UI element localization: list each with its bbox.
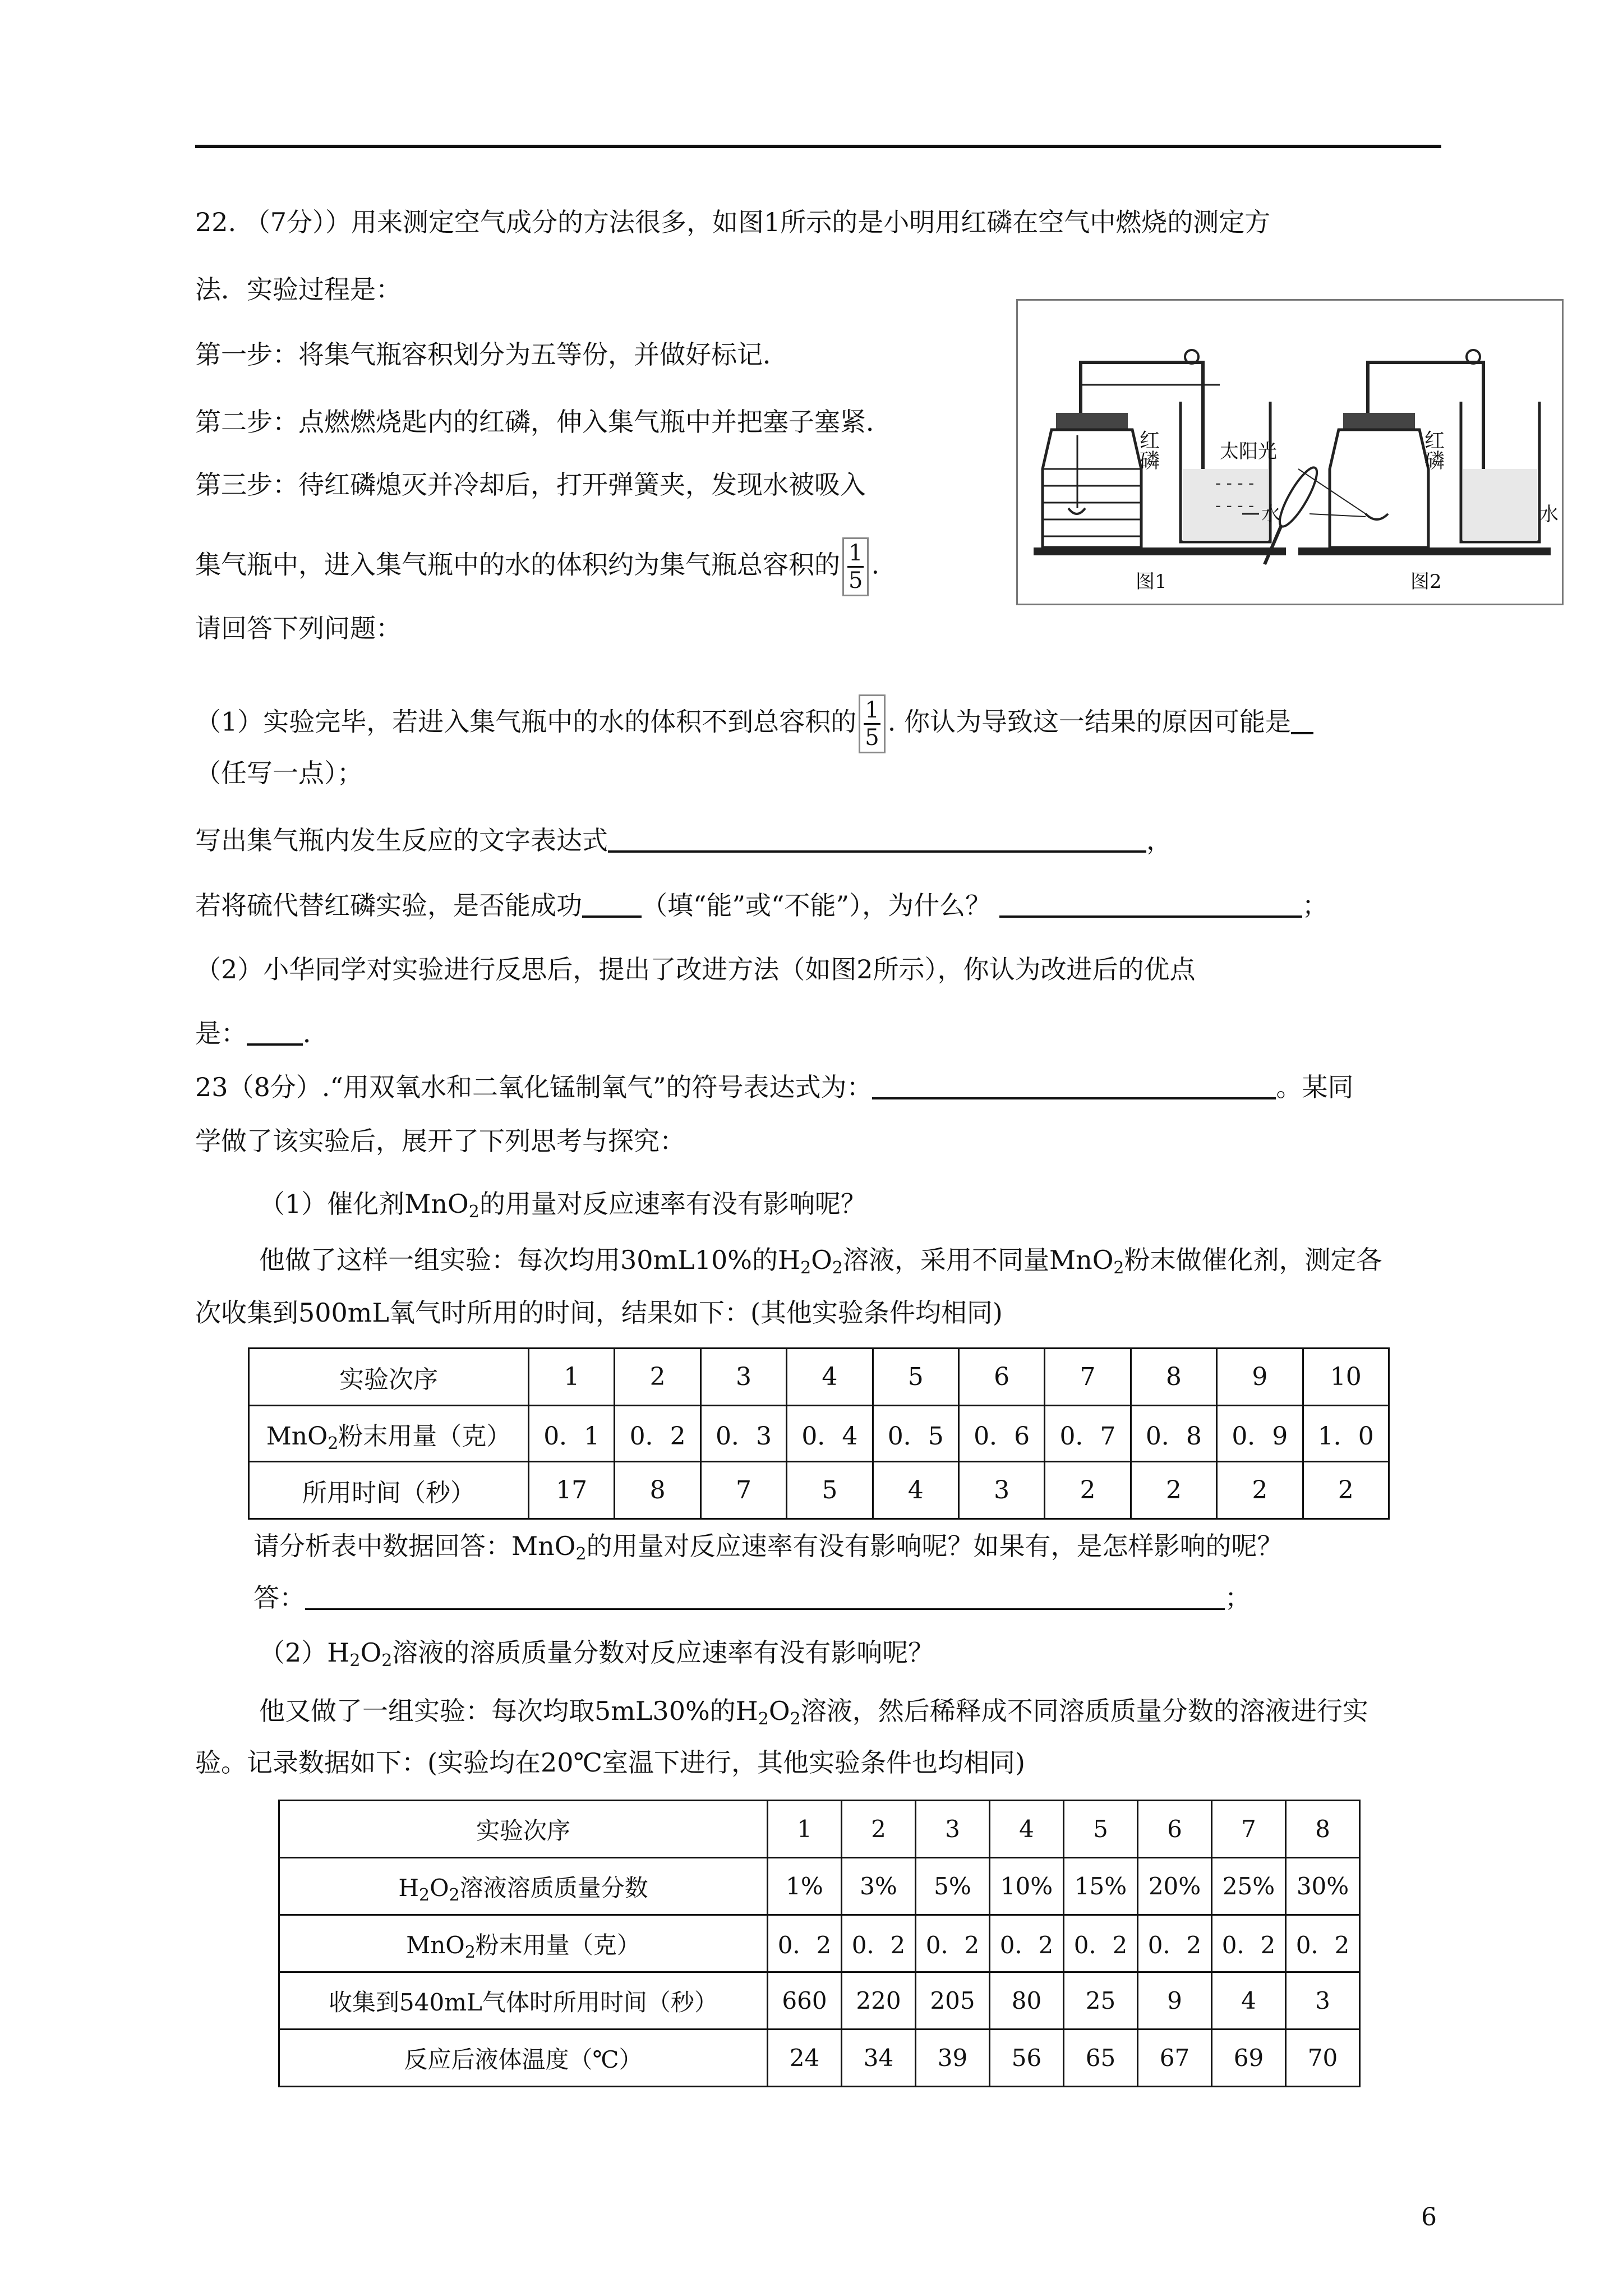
q23-exp1-text-a: 他做了这样一组实验：每次均用30mL10%的H <box>259 1245 801 1275</box>
table-row <box>279 1801 1360 1858</box>
subscript-2: 2 <box>328 1433 339 1453</box>
q23-exp1-text-d: 粉末做催化剂，测定各 <box>1124 1245 1382 1275</box>
q22-sulfur-end: ； <box>1302 890 1328 921</box>
svg-text:- - - -: - - - - <box>1215 496 1255 516</box>
q23-ask <box>253 1529 1283 1563</box>
q22-sub2-answer <box>195 1016 329 1050</box>
q23-exp2 <box>259 1694 1368 1728</box>
fraction-one-fifth <box>859 694 885 753</box>
fig2-dish <box>1366 514 1388 519</box>
q23-ask-text-a: 请分析表中数据回答：MnO <box>253 1531 576 1561</box>
label-part: 粉末用量（克） <box>338 1421 511 1451</box>
table-cell: 80 <box>990 1972 1064 2030</box>
q23-exp2-text-b: O <box>768 1696 790 1726</box>
table-header-cell <box>279 1915 768 1972</box>
table-cell: 220 <box>842 1972 916 2030</box>
table-cell: 0．4 <box>787 1406 873 1462</box>
table-header-cell: 实验次序 <box>249 1349 529 1406</box>
table-cell: 8 <box>1286 1801 1360 1858</box>
q22-sub2: （2）小华同学对实验进行反思后，提出了改进方法（如图2所示），你认为改进后的优点 <box>195 954 1196 984</box>
table-cell: 2 <box>1131 1462 1216 1519</box>
table-cell: 17 <box>529 1462 615 1519</box>
q22-expression-comma: ， <box>1146 825 1172 855</box>
subscript-2: 2 <box>349 1651 361 1671</box>
svg-text:- - - -: - - - - <box>1215 473 1255 493</box>
label-part: 粉末用量（克） <box>475 1931 640 1959</box>
table-cell: 4 <box>990 1801 1064 1858</box>
q23-header-end: 。某同 <box>1276 1072 1354 1102</box>
table-header-cell <box>279 1858 768 1915</box>
table-row <box>249 1406 1389 1462</box>
q23-sub1-question <box>259 1187 866 1221</box>
table-cell: 3 <box>1286 1972 1360 2030</box>
fig2-label-water: 水 <box>1539 503 1559 526</box>
table-header-cell: 收集到540mL气体时所用时间（秒） <box>279 1972 768 2030</box>
table-cell: 2 <box>1303 1462 1389 1519</box>
table-row <box>279 1972 1360 2030</box>
table-cell: 0．1 <box>529 1406 615 1462</box>
table-cell: 65 <box>1064 2030 1138 2087</box>
table-cell: 24 <box>768 2030 842 2087</box>
answer-blank-can-succeed[interactable] <box>582 889 642 918</box>
label-part: MnO <box>266 1421 328 1451</box>
fig2-caption: 图2 <box>1410 570 1442 593</box>
answer-blank-advantage[interactable] <box>247 1016 303 1046</box>
table-cell: 56 <box>990 2030 1064 2087</box>
table-cell: 34 <box>842 2030 916 2087</box>
q22-step1: 第一步：将集气瓶容积划分为五等份，并做好标记． <box>195 339 789 370</box>
table-cell: 4 <box>873 1462 958 1519</box>
fig2-lens <box>1274 463 1323 531</box>
table-cell: 2 <box>1217 1462 1303 1519</box>
table-cell: 5% <box>916 1858 990 1915</box>
table-cell: 5 <box>873 1349 958 1406</box>
q23-sub1-text-a: （1）催化剂MnO <box>259 1189 469 1219</box>
subscript-2: 2 <box>381 1651 393 1671</box>
table-cell: 1 <box>768 1801 842 1858</box>
table-cell: 2 <box>1045 1462 1131 1519</box>
q22-sub2-label: 是： <box>195 1018 247 1048</box>
table-cell: 69 <box>1212 2030 1286 2087</box>
subscript-2: 2 <box>464 1942 476 1962</box>
table-header-cell: 所用时间（秒） <box>249 1462 529 1519</box>
q22-sulfur-text-b: （填“能”或“不能”），为什么？ <box>642 890 992 921</box>
table-cell: 0．5 <box>873 1406 958 1462</box>
q23-answer <box>253 1581 1251 1614</box>
q23-exp1 <box>259 1243 1382 1277</box>
table-row <box>249 1462 1389 1519</box>
table-cell: 3 <box>700 1349 786 1406</box>
q22-sulfur <box>195 889 1328 922</box>
q22-sulfur-text-a: 若将硫代替红磷实验，是否能成功 <box>195 890 582 921</box>
table-cell: 0．2 <box>842 1915 916 1972</box>
page-number: 6 <box>1421 2203 1437 2231</box>
table-cell: 10% <box>990 1858 1064 1915</box>
table-cell: 15% <box>1064 1858 1138 1915</box>
table-cell: 1 <box>529 1349 615 1406</box>
q23-ask-text-b: 的用量对反应速率有没有影响呢？如果有，是怎样影响的呢？ <box>586 1531 1283 1561</box>
table-header-cell: 反应后液体温度（℃） <box>279 2030 768 2087</box>
q23-exp1-line2: 次收集到500mL氧气时所用的时间，结果如下：(其他实验条件均相同) <box>195 1297 1003 1328</box>
table-cell: 0．7 <box>1045 1406 1131 1462</box>
table-cell: 0．2 <box>916 1915 990 1972</box>
q22-sub1-note: （任写一点）； <box>195 758 363 788</box>
q23-exp1-text-c: 溶液，采用不同量MnO <box>842 1245 1114 1275</box>
table-cell: 0．2 <box>1286 1915 1360 1972</box>
q22-prompt: 请回答下列问题： <box>195 613 402 643</box>
fig2-water <box>1463 469 1537 541</box>
label-part: MnO <box>406 1931 465 1959</box>
table-cell: 10 <box>1303 1349 1389 1406</box>
table-cell: 0．2 <box>990 1915 1064 1972</box>
fig1-stopper <box>1056 413 1128 430</box>
table-cell: 39 <box>916 2030 990 2087</box>
subscript-2: 2 <box>758 1709 769 1729</box>
table-cell: 7 <box>1212 1801 1286 1858</box>
table-header-cell <box>249 1406 529 1462</box>
fig1-caption: 图1 <box>1136 570 1167 593</box>
subscript-2: 2 <box>800 1258 811 1278</box>
q23-sub2-text-b: O <box>360 1637 382 1668</box>
q23-exp2-line2: 验。记录数据如下：(实验均在20℃室温下进行，其他实验条件也均相同) <box>195 1747 1025 1778</box>
q22-sub1 <box>195 694 1313 753</box>
fraction-numerator: 1 <box>864 697 880 725</box>
q22-step3b-text: 集气瓶中，进入集气瓶中的水的体积约为集气瓶总容积的 <box>195 549 840 580</box>
table-cell: 9 <box>1138 1972 1212 2030</box>
q23-line2: 学做了该实验后，展开了下列思考与探究： <box>195 1126 685 1156</box>
subscript-2: 2 <box>575 1544 587 1564</box>
table-mno2-amount <box>248 1347 1390 1520</box>
fig1-spoon <box>1068 508 1085 514</box>
fraction-denominator: 5 <box>849 568 863 593</box>
table-cell: 0．2 <box>1138 1915 1212 1972</box>
answer-blank-symbol-expression[interactable] <box>872 1070 1276 1099</box>
apparatus-drawing <box>1018 301 1562 604</box>
table-cell: 9 <box>1217 1349 1303 1406</box>
table-cell: 4 <box>1212 1972 1286 2030</box>
table-cell: 67 <box>1138 2030 1212 2087</box>
q22-expression <box>195 823 1172 857</box>
q23-sub2-question <box>259 1636 934 1669</box>
subscript-2: 2 <box>1113 1258 1124 1278</box>
table-cell: 0．6 <box>958 1406 1044 1462</box>
q23-exp1-text-b: O <box>811 1245 832 1275</box>
q23-header <box>195 1070 1353 1104</box>
table-row <box>279 1915 1360 1972</box>
table-row <box>249 1349 1389 1406</box>
fig2-label-red-phosphorus: 红磷 <box>1421 430 1445 470</box>
subscript-2: 2 <box>832 1258 843 1278</box>
q23-sub2-text-a: （2）H <box>259 1637 350 1668</box>
table-cell: 3% <box>842 1858 916 1915</box>
table-cell: 0．3 <box>700 1406 786 1462</box>
table-cell: 6 <box>958 1349 1044 1406</box>
table-cell: 7 <box>1045 1349 1131 1406</box>
table-cell: 5 <box>1064 1801 1138 1858</box>
answer-blank-expression[interactable] <box>608 823 1146 853</box>
fig1-gas-bottle <box>1043 430 1141 547</box>
table-header-cell: 实验次序 <box>279 1801 768 1858</box>
table-cell: 6 <box>1138 1801 1212 1858</box>
fig1-label-water: 水 <box>1261 503 1280 526</box>
q22-sub2-end: ． <box>303 1018 329 1048</box>
fraction-one-fifth <box>842 537 869 596</box>
table-cell: 25 <box>1064 1972 1138 2030</box>
table-cell: 7 <box>700 1462 786 1519</box>
q22-step3: 第三步：待红磷熄灭并冷却后，打开弹簧夹，发现水被吸入 <box>195 470 866 500</box>
answer-blank-mno2-effect[interactable] <box>305 1581 1225 1610</box>
table-cell: 2 <box>615 1349 700 1406</box>
fig1-label-red-phosphorus: 红磷 <box>1136 430 1160 470</box>
q23-sub2-text-c: 溶液的溶质质量分数对反应速率有没有影响呢？ <box>392 1637 934 1668</box>
fraction-numerator: 1 <box>847 540 864 568</box>
label-part: 溶液溶质质量分数 <box>459 1874 648 1902</box>
table-cell: 8 <box>1131 1349 1216 1406</box>
q22-sub1-text-b: . 你认为导致这一结果的原因可能是 <box>887 706 1291 737</box>
table-cell: 8 <box>615 1462 700 1519</box>
q23-exp2-text-a: 他又做了一组实验：每次均取5mL30%的H <box>259 1696 758 1726</box>
table-h2o2-concentration <box>278 1800 1361 2087</box>
table-cell: 4 <box>787 1349 873 1406</box>
label-part: H <box>398 1874 419 1902</box>
fraction-denominator: 5 <box>865 725 879 751</box>
table-cell: 3 <box>916 1801 990 1858</box>
experiment-figure <box>1016 299 1564 605</box>
q23-sub1-text-b: 的用量对反应速率有没有影响呢？ <box>479 1189 866 1219</box>
table-cell: 1．0 <box>1303 1406 1389 1462</box>
table-cell: 0．2 <box>768 1915 842 1972</box>
q22-header: 22. （7分））用来测定空气成分的方法很多，如图1所示的是小明用红磷在空气中燃烧的测定方 <box>195 207 1271 237</box>
subscript-2: 2 <box>468 1202 479 1222</box>
fig2-label-sunlight: 太阳光 <box>1220 440 1277 463</box>
header-rule <box>195 145 1441 148</box>
fig2-gas-bottle <box>1330 430 1428 547</box>
subscript-2: 2 <box>449 1885 460 1905</box>
table-cell: 0．2 <box>1212 1915 1286 1972</box>
answer-blank-why[interactable] <box>999 889 1302 918</box>
q23-answer-end: ； <box>1225 1582 1251 1613</box>
table-cell: 70 <box>1286 2030 1360 2087</box>
table-cell: 3 <box>958 1462 1044 1519</box>
table-cell: 20% <box>1138 1858 1212 1915</box>
table-cell: 205 <box>916 1972 990 2030</box>
q22-expression-label: 写出集气瓶内发生反应的文字表达式 <box>195 825 608 855</box>
q22-sub1-text-a: （1）实验完毕，若进入集气瓶中的水的体积不到总容积的 <box>195 706 857 737</box>
table-row <box>279 2030 1360 2087</box>
subscript-2: 2 <box>419 1885 430 1905</box>
q23-answer-label: 答： <box>253 1582 305 1613</box>
q22-period: . <box>871 549 880 580</box>
table-cell: 660 <box>768 1972 842 2030</box>
table-cell: 1% <box>768 1858 842 1915</box>
q22-line2: 法．实验过程是： <box>195 274 402 305</box>
fig2-stopper <box>1343 413 1415 430</box>
answer-blank-reason[interactable] <box>1291 705 1313 734</box>
q23-header-text: 23（8分）.“用双氧水和二氧化锰制氧气”的符号表达式为： <box>195 1072 873 1102</box>
table-cell: 0．2 <box>615 1406 700 1462</box>
table-cell: 30% <box>1286 1858 1360 1915</box>
q23-exp2-text-c: 溶液，然后稀释成不同溶质质量分数的溶液进行实 <box>800 1696 1368 1726</box>
q22-step3-cont <box>195 537 879 596</box>
table-cell: 0．2 <box>1064 1915 1138 1972</box>
q22-step2: 第二步：点燃燃烧匙内的红磷，伸入集气瓶中并把塞子塞紧． <box>195 407 892 437</box>
table-cell: 0．8 <box>1131 1406 1216 1462</box>
table-row <box>279 1858 1360 1915</box>
table-cell: 2 <box>842 1801 916 1858</box>
table-cell: 5 <box>787 1462 873 1519</box>
label-part: O <box>430 1874 449 1902</box>
subscript-2: 2 <box>790 1709 801 1729</box>
table-cell: 0．9 <box>1217 1406 1303 1462</box>
table-cell: 25% <box>1212 1858 1286 1915</box>
